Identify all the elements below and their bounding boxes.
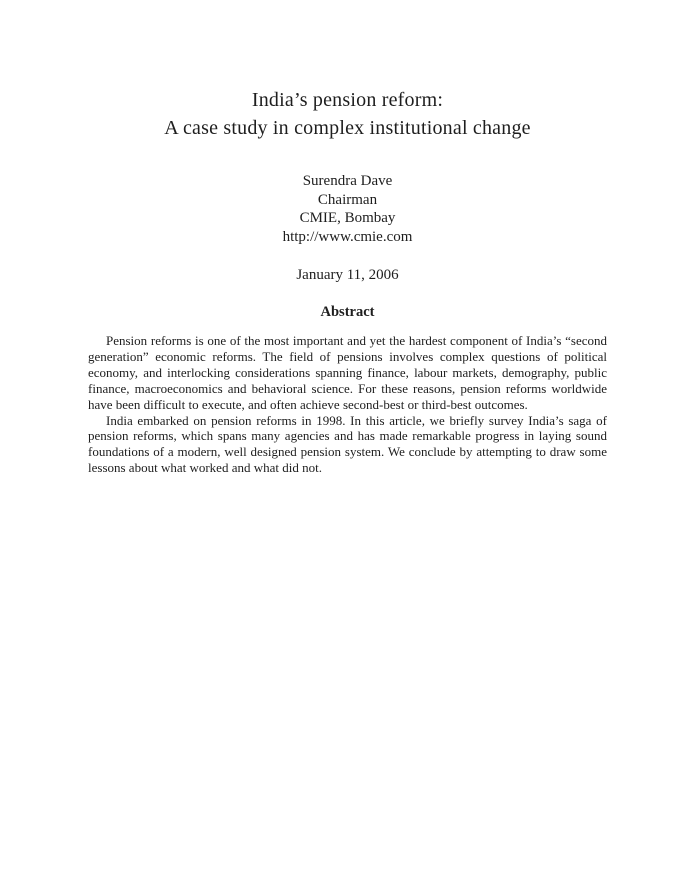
author-role: Chairman: [317, 191, 378, 208]
title-line-2: A case study in complex institutional change: [164, 117, 531, 139]
paper-title: [0, 86, 695, 142]
abstract-heading: Abstract: [320, 304, 375, 320]
title-line-1: India’s pension reform:: [251, 89, 444, 111]
author-name: Surendra Dave: [302, 173, 393, 189]
abstract-paragraph-2: India embarked on pension reforms in 1998. In this article, we briefly survey India’s saga of pension reforms, which spans many agencies and has made remarkable progress in laying sound foundations of a modern, well designed pension system. We conclude by attempting to draw some lessons about what worked and what did not.: [88, 412, 607, 476]
abstract-paragraph-1: Pension reforms is one of the most important and yet the hardest component of India’s “second generation” economic reforms. The field of pensions involves complex questions of political economy, and interlocking considerations spanning finance, labour markets, demography, public finance, macroeconomics and behavioral science. For these reasons, pension reforms worldwide have been difficult to execute, and often achieve second-best or third-best outcomes.: [88, 333, 607, 412]
author-url: http://www.cmie.com: [282, 228, 413, 245]
author-block: [0, 172, 695, 246]
abstract-body: [88, 333, 607, 476]
paper-date: January 11, 2006: [296, 267, 399, 283]
author-affiliation: CMIE, Bombay: [299, 210, 396, 226]
